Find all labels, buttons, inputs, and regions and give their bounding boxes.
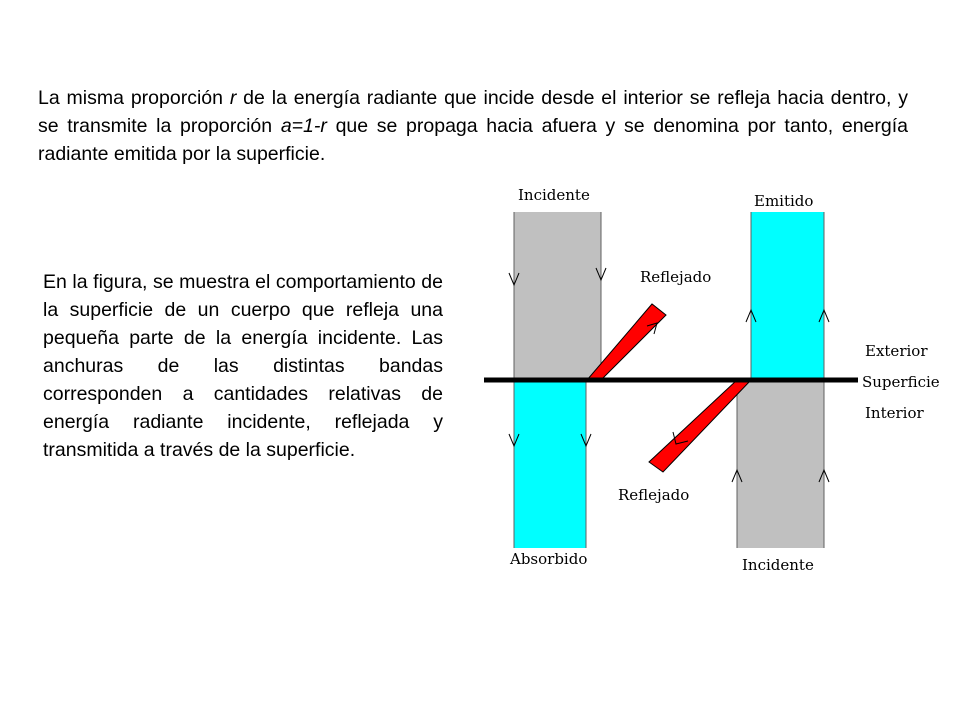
intro-text-3: que se propaga hacia afuera y se denomina por tanto, energía radiante emitida por la superficie. bbox=[38, 114, 909, 165]
intro-text-1: La misma proporción bbox=[38, 86, 230, 109]
label-emitido: Emitido bbox=[754, 192, 814, 210]
label-incidente-top: Incidente bbox=[518, 186, 590, 204]
absorbed-band bbox=[514, 380, 586, 548]
symbol-r: r bbox=[229, 86, 237, 109]
formula-a: a=1-r bbox=[280, 114, 327, 137]
label-incidente-bottom: Incidente bbox=[742, 556, 814, 574]
label-reflejado-top: Reflejado bbox=[640, 268, 712, 286]
emitted-band bbox=[751, 212, 824, 380]
figure-description: En la figura, se muestra el comportamiento de la superficie de un cuerpo que refleja una pequeña parte de la energía incidente. Las anchuras de las distintas bandas corresponden a cantidades relativas de energía radiante incidente, reflejada y transmitida a través de la superficie. bbox=[43, 270, 443, 461]
label-superficie: Superficie bbox=[862, 373, 940, 391]
energy-diagram bbox=[470, 170, 960, 590]
incident-band-bottom bbox=[737, 380, 824, 548]
label-absorbido: Absorbido bbox=[510, 550, 588, 568]
label-interior: Interior bbox=[865, 404, 924, 422]
incident-band-top bbox=[514, 212, 601, 380]
intro-paragraph bbox=[38, 84, 908, 168]
intro-text-2: de la energía radiante que incide desde el interior se refleja hacia dentro, y se transmite la proporción bbox=[38, 86, 909, 137]
label-exterior: Exterior bbox=[865, 342, 928, 360]
label-reflejado-bottom: Reflejado bbox=[618, 486, 690, 504]
reflected-band-bottom bbox=[649, 380, 751, 472]
